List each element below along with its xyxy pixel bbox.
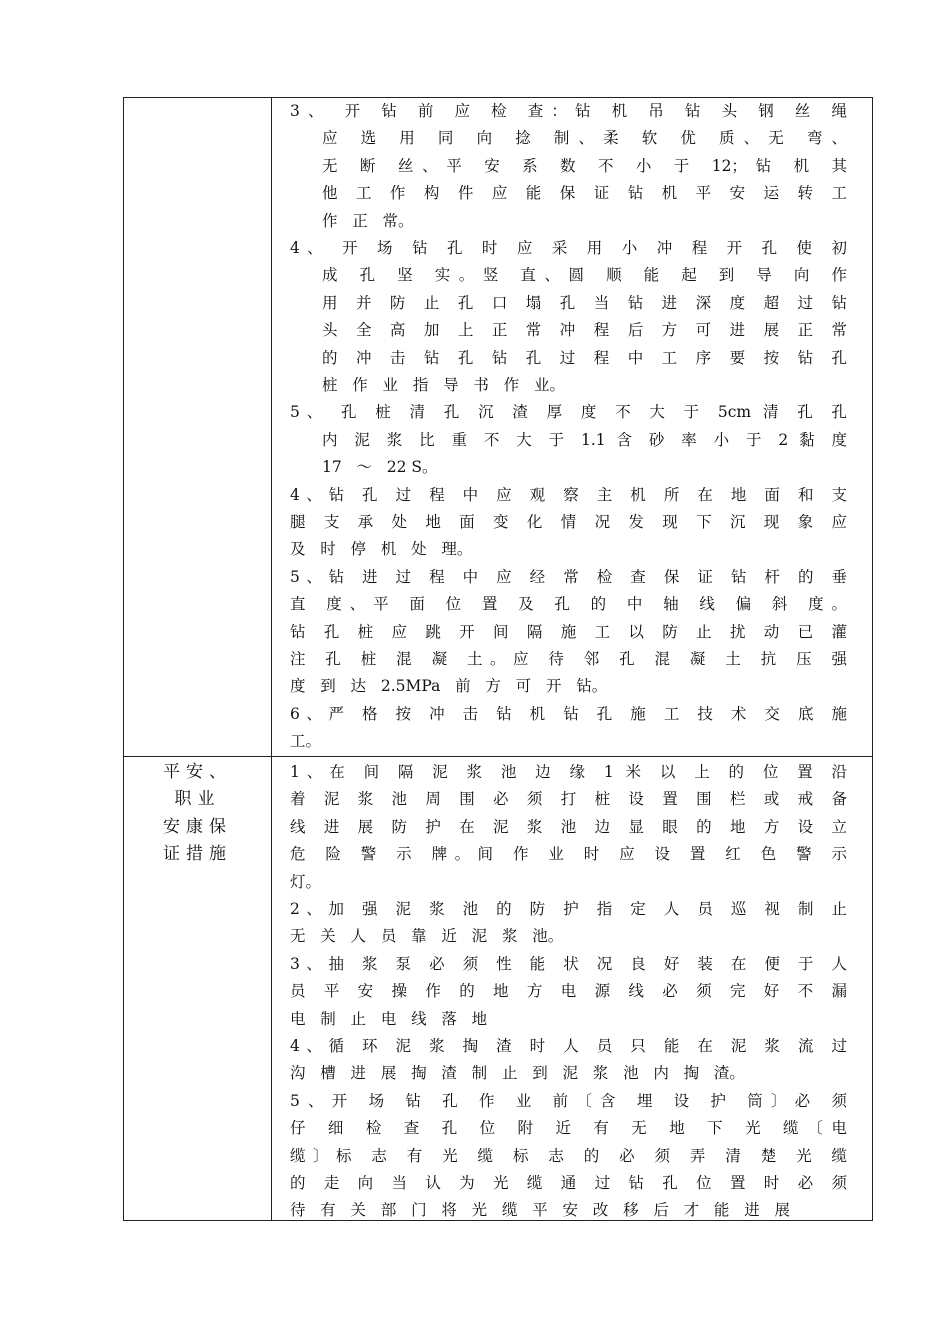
paragraph-line: 线 进 展 防 护 在 泥 浆 池 边 显 眼 的 地 方 设 立 [290, 817, 847, 836]
paragraph-line: 4、循 环 泥 浆 掏 渣 时 人 员 只 能 在 泥 浆 流 过 [290, 1037, 847, 1055]
paragraph-line: 作 正 常。 [322, 211, 414, 230]
paragraph-line: 6、严 格 按 冲 击 钻 机 钻 孔 施 工 技 术 交 底 施 [290, 704, 847, 723]
paragraph-line: 无 断 丝、平 安 系 数 不 小 于 12；钻 机 其 [322, 156, 847, 175]
paragraph-line: 缆〕标 志 有 光 缆 标 志 的 必 须 弄 清 楚 光 缆 [290, 1146, 847, 1165]
paragraph-line: 的 走 向 当 认 为 光 缆 通 过 钻 孔 位 置 时 必 须 [290, 1174, 847, 1192]
paragraph-line: 钻 孔 桩 应 跳 开 间 隔 施 工 以 防 止 扰 动 已 灌 [290, 622, 847, 641]
label-line: 安康保 [163, 816, 232, 837]
paragraph-line: 及 时 停 机 处 理。 [290, 540, 473, 559]
paragraph-line: 沟 槽 进 展 掏 渣 制 止 到 泥 浆 池 内 掏 渣。 [290, 1064, 745, 1083]
paragraph-line: 注 孔 桩 混 凝 土。应 待 邻 孔 混 凝 土 抗 压 强 [290, 650, 847, 668]
label-line: 职业 [174, 789, 221, 810]
paragraph-line: 待 有 关 部 门 将 光 缆 平 安 改 移 后 才 能 进 展 [290, 1201, 790, 1220]
paragraph-line: 他 工 作 构 件 应 能 保 证 钻 机 平 安 运 转 工 [322, 184, 848, 203]
paragraph-line: 用 并 防 止 孔 口 塌 孔 当 钻 进 深 度 超 过 钻 [322, 293, 848, 312]
paragraph-line: 工。 [290, 732, 322, 751]
paragraph-line: 内 泥 浆 比 重 不 大 于 1.1 含 砂 率 小 于 2 黏 度 [322, 430, 847, 449]
paragraph-line: 桩 作 业 指 导 书 作 业。 [322, 376, 565, 394]
paragraph-line: 着 泥 浆 池 周 围 必 须 打 桩 设 置 围 栏 或 戒 备 [290, 790, 847, 809]
paragraph-line: 仔 细 检 查 孔 位 附 近 有 无 地 下 光 缆〔电 [290, 1119, 847, 1138]
paragraph-line: 4、钻 孔 过 程 中 应 观 察 主 机 所 在 地 面 和 支 [290, 485, 847, 504]
paragraph-line: 4、 开 场 钻 孔 时 应 采 用 小 冲 程 开 孔 使 初 [290, 239, 847, 257]
paragraph-line: 成 孔 坚 实。竖 直、圆 顺 能 起 到 导 向 作 [322, 266, 847, 285]
paragraph-line: 灯。 [290, 872, 322, 891]
paragraph-line: 电 制 止 电 线 落 地 [290, 1009, 488, 1028]
paragraph-line: 头 全 高 加 上 正 常 冲 程 后 方 可 进 展 正 常 [322, 321, 848, 340]
paragraph-line: 度 到 达 2.5MPa 前 方 可 开 钻。 [290, 677, 608, 696]
paragraph-line: 直 度、平 面 位 置 及 孔 的 中 轴 线 偏 斜 度。 [290, 595, 847, 614]
paragraph-line: 2、加 强 泥 浆 池 的 防 护 指 定 人 员 巡 视 制 止 [290, 900, 847, 918]
paragraph-line: 5、 孔 桩 清 孔 沉 渣 厚 度 不 大 于 5cm 清 孔 孔 [290, 403, 847, 422]
paragraph-line: 1、在 间 隔 泥 浆 池 边 缘 1 米 以 上 的 位 置 沿 [290, 763, 847, 781]
paragraph-line: 5、开 场 钻 孔 作 业 前〔含 埋 设 护 筒〕必 须 [290, 1091, 847, 1110]
paragraph-line: 17 ～ 22 S。 [322, 458, 438, 477]
document-table [123, 97, 873, 1221]
paragraph-line: 的 冲 击 钻 孔 钻 孔 过 程 中 工 序 要 按 钻 孔 [322, 348, 848, 367]
column-divider [271, 98, 272, 1220]
paragraph-line: 应 选 用 同 向 捻 制、柔 软 优 质、无 弯、 [322, 129, 847, 148]
safety-label-cell [124, 757, 271, 869]
paragraph-line: 无 关 人 员 靠 近 泥 浆 池。 [290, 927, 564, 946]
paragraph-line: 腿 支 承 处 地 面 变 化 情 况 发 现 下 沉 现 象 应 [290, 513, 847, 531]
paragraph-line: 5、钻 进 过 程 中 应 经 常 检 查 保 证 钻 杆 的 垂 [290, 567, 847, 586]
label-line: 平安、 [163, 762, 232, 782]
paragraph-line: 危 险 警 示 牌。间 作 业 时 应 设 置 红 色 警 示 [290, 845, 847, 864]
paragraph-line: 3、 开 钻 前 应 检 查：钻 机 吊 钻 头 钢 丝 绳 [290, 102, 847, 120]
paragraph-line: 3、抽 浆 泵 必 须 性 能 状 况 良 好 装 在 便 于 人 [290, 954, 847, 973]
paragraph-line: 员 平 安 操 作 的 地 方 电 源 线 必 须 完 好 不 漏 [290, 982, 847, 1001]
label-line: 证措施 [163, 844, 232, 865]
